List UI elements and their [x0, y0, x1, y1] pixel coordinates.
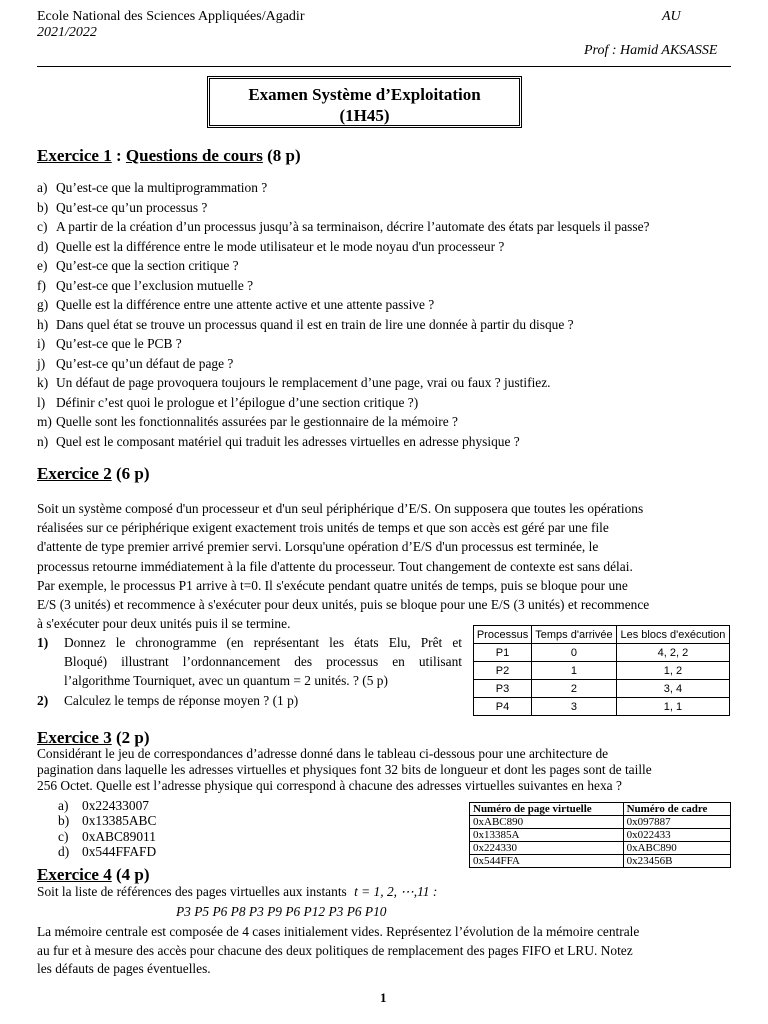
- question-label: c): [37, 219, 48, 234]
- ex2-line: d'attente de type premier arrivé premier servi. Lorsqu'une opération d’E/S d'un processus est terminée, le: [37, 539, 599, 555]
- ex1-question: [37, 276, 253, 296]
- table-cell: 3, 4: [616, 680, 729, 698]
- ex4-statement: [37, 923, 731, 979]
- professor-name: Prof : Hamid AKSASSE: [584, 43, 718, 58]
- question-label: g): [37, 297, 49, 312]
- ex3-statement: [37, 746, 731, 795]
- header-processus: Processus: [474, 626, 532, 644]
- question-label: d): [37, 238, 49, 254]
- table-row: [474, 698, 730, 716]
- ex2-line: à s'exécuter pour deux unités puis il se termine.: [37, 616, 291, 632]
- table-cell: 0x13385A: [470, 829, 624, 842]
- address-value: 0x13385ABC: [82, 813, 157, 829]
- ex3-title: Exercice 3: [37, 728, 112, 747]
- ex3-heading: [37, 728, 150, 748]
- ex1-question: [37, 315, 574, 335]
- exam-title: Examen Système d’Exploitation: [248, 85, 481, 104]
- table-cell: 2: [532, 680, 617, 698]
- page-table-header: [470, 803, 731, 816]
- ex2-line: E/S (3 unités) et recommence à s'exécuter pour deux unités, puis se bloque pour une E/S (3 unités) et recommence: [37, 597, 650, 613]
- ex2-q1-text: [64, 633, 462, 691]
- ex1-question: [37, 334, 182, 354]
- ex2-q2-label: 2): [37, 693, 49, 708]
- question-label: j): [37, 355, 46, 371]
- question-text: Définir c’est quoi le prologue et l’épilogue d’une section critique ?): [56, 394, 419, 410]
- ex2-statement: [37, 499, 731, 633]
- address-label: c): [58, 828, 69, 844]
- address-item: [58, 844, 156, 859]
- address-value: 0x22433007: [82, 798, 149, 813]
- header-execution-blocks: Les blocs d'exécution: [616, 626, 729, 644]
- question-label: n): [37, 433, 49, 449]
- ex4-points: (4 p): [111, 865, 150, 884]
- ex2-question-2: [37, 691, 298, 710]
- exam-duration: (1H45): [339, 106, 390, 125]
- table-cell: 1, 2: [616, 662, 729, 680]
- table-cell: 0xABC890: [470, 816, 624, 829]
- ex2-q2-text: Calculez le temps de réponse moyen ? (1 p): [64, 693, 299, 708]
- ex1-question: [37, 178, 267, 198]
- ex4-heading: [37, 865, 150, 885]
- question-label: f): [37, 277, 46, 293]
- ex3-address-list: [58, 798, 156, 859]
- page-number: 1: [380, 990, 387, 1005]
- ex2-title: Exercice 2: [37, 464, 112, 483]
- table-cell: 0x097887: [623, 816, 730, 829]
- question-text: Un défaut de page provoquera toujours le remplacement d’une page, vrai ou faux ? justifiez.: [56, 375, 551, 390]
- question-text: Qu’est-ce qu’un défaut de page ?: [56, 355, 234, 371]
- ex1-question: [37, 217, 649, 237]
- address-item: [58, 813, 156, 828]
- ex2-q1-line: l’algorithme Tourniquet, avec un quantum = 2 unités. ? (5 p): [64, 673, 388, 689]
- table-cell: 0xABC890: [623, 842, 730, 855]
- ex1-question: [37, 295, 434, 315]
- ex1-title: Exercice 1: [37, 146, 112, 165]
- question-label: i): [37, 336, 46, 351]
- table-cell: 0x544FFA: [470, 855, 624, 868]
- exam-title-box: [207, 76, 522, 128]
- school-name: Ecole National des Sciences Appliquées/Agadir: [37, 9, 305, 24]
- ex1-question: [37, 373, 551, 393]
- question-text: Qu’est-ce que la section critique ?: [56, 258, 239, 273]
- table-row: [470, 816, 731, 829]
- header-virtual-page: Numéro de page virtuelle: [470, 803, 624, 816]
- ex4-intro-text: Soit la liste de références des pages virtuelles aux instants: [37, 884, 347, 899]
- header-arrival-time: Temps d'arrivée: [532, 626, 617, 644]
- ex2-q1-line: Bloqué) illustrant l’ordonnancement des processus en utilisant: [64, 654, 462, 670]
- question-label: b): [37, 199, 49, 215]
- ex3-line: pagination dans laquelle les adresses virtuelles et physiques font 32 bits de longueur et dont les pages sont de taille: [37, 762, 652, 778]
- question-label: k): [37, 375, 49, 390]
- ex3-points: (2 p): [111, 728, 150, 747]
- address-label: b): [58, 813, 70, 829]
- ex4-line: les défauts de pages éventuelles.: [37, 961, 211, 976]
- question-text: Qu’est-ce que le PCB ?: [56, 336, 182, 351]
- table-cell: P3: [474, 680, 532, 698]
- question-text: Qu’est-ce que la multiprogrammation ?: [56, 180, 268, 195]
- table-cell: 0x224330: [470, 842, 624, 855]
- header-divider: [37, 66, 731, 67]
- academic-year: 2021/2022: [37, 25, 97, 40]
- table-cell: 0x23456B: [623, 855, 730, 868]
- question-text: A partir de la création d’un processus jusqu’à sa terminaison, décrire l’automate des états par lesquels il passe?: [56, 219, 650, 234]
- page-reference-sequence: P3 P5 P6 P8 P3 P9 P6 P12 P3 P6 P10: [176, 904, 387, 919]
- ex4-intro: [37, 884, 437, 900]
- ex4-instants: t = 1, 2, ⋯,11 :: [354, 884, 438, 899]
- table-cell: P1: [474, 644, 532, 662]
- address-label: d): [58, 843, 70, 859]
- table-row: [470, 829, 731, 842]
- process-table: [473, 625, 730, 716]
- question-label: l): [37, 394, 46, 410]
- ex2-heading: [37, 464, 150, 484]
- address-label: a): [58, 798, 69, 813]
- table-row: [470, 855, 731, 868]
- ex2-line: processus retourne immédiatement à la file d'attente du processeur. Tout changement de contexte est sans délai.: [37, 558, 633, 574]
- ex4-title: Exercice 4: [37, 865, 112, 884]
- ex2-q1-line: Donnez le chronogramme (en représentant les états Elu, Prêt et: [64, 635, 462, 650]
- question-text: Quel est le composant matériel qui traduit les adresses virtuelles en adresse physique ?: [56, 433, 520, 449]
- address-value: 0xABC89011: [82, 828, 156, 844]
- table-cell: 0x022433: [623, 829, 730, 842]
- ex1-question: [37, 256, 239, 276]
- ex2-points: (6 p): [111, 464, 150, 483]
- question-text: Quelle est la différence entre une attente active et une attente passive ?: [56, 297, 435, 312]
- page-table: [469, 802, 731, 868]
- table-cell: 1: [532, 662, 617, 680]
- ex2-line: Par exemple, le processus P1 arrive à t=0. Il s'exécute pendant quatre unités de temps, puis se bloque pour une: [37, 577, 628, 593]
- ex2-line: réalisées sur ce périphérique exigent exactement trois unités de temps et que son accès est géré par une file: [37, 520, 609, 536]
- question-text: Qu’est-ce que l’exclusion mutuelle ?: [56, 277, 254, 293]
- au-label: AU: [662, 9, 681, 24]
- table-cell: 0: [532, 644, 617, 662]
- ex1-question: [37, 412, 458, 432]
- ex2-q1-label: 1): [37, 635, 49, 650]
- table-cell: 3: [532, 698, 617, 716]
- question-label: a): [37, 180, 48, 195]
- question-text: Quelle est la différence entre le mode utilisateur et le mode noyau d'un processeur ?: [56, 238, 505, 254]
- table-cell: P2: [474, 662, 532, 680]
- process-table-header: [474, 626, 730, 644]
- ex1-question: [37, 354, 233, 374]
- ex1-question: [37, 237, 504, 257]
- ex3-line: Considérant le jeu de correspondances d’adresse donné dans le tableau ci-dessous pour une architecture de: [37, 746, 609, 761]
- table-cell: 4, 2, 2: [616, 644, 729, 662]
- address-value: 0x544FFAFD: [82, 843, 157, 859]
- table-row: [474, 680, 730, 698]
- ex4-line: La mémoire centrale est composée de 4 cases initialement vides. Représentez l’évolution de la mémoire centrale: [37, 924, 640, 939]
- address-item: [58, 798, 156, 813]
- question-text: Dans quel état se trouve un processus quand il est en train de lire une donnée à partir du disque ?: [56, 316, 574, 332]
- question-text: Qu’est-ce qu’un processus ?: [56, 199, 208, 215]
- ex1-question: [37, 432, 520, 452]
- table-row: [474, 662, 730, 680]
- question-label: e): [37, 258, 48, 273]
- ex1-heading: [37, 146, 301, 166]
- ex2-question-1: [37, 633, 462, 691]
- address-item: [58, 829, 156, 844]
- question-text: Quelle sont les fonctionnalités assurées par le gestionnaire de la mémoire ?: [56, 414, 458, 429]
- ex1-question: [37, 198, 207, 218]
- ex4-line: au fur et à mesure des accès pour chacune des deux politiques de remplacement des pages FIFO et LRU. Notez: [37, 942, 633, 958]
- header-frame-number: Numéro de cadre: [623, 803, 730, 816]
- table-row: [474, 644, 730, 662]
- ex1-points: (8 p): [262, 146, 301, 165]
- ex3-line: 256 Octet. Quelle est l’adresse physique qui correspond à chacune des adresses virtuelles suivantes en hexa ?: [37, 778, 622, 794]
- question-label: m): [37, 414, 52, 429]
- ex1-question: [37, 393, 418, 413]
- question-label: h): [37, 316, 49, 332]
- table-cell: 1, 1: [616, 698, 729, 716]
- ex2-line: Soit un système composé d'un processeur et d'un seul périphérique d’E/S. On supposera que toutes les opérations: [37, 501, 644, 516]
- ex1-sep: :: [111, 146, 126, 165]
- table-cell: P4: [474, 698, 532, 716]
- ex1-subject: Questions de cours: [125, 146, 263, 165]
- table-row: [470, 842, 731, 855]
